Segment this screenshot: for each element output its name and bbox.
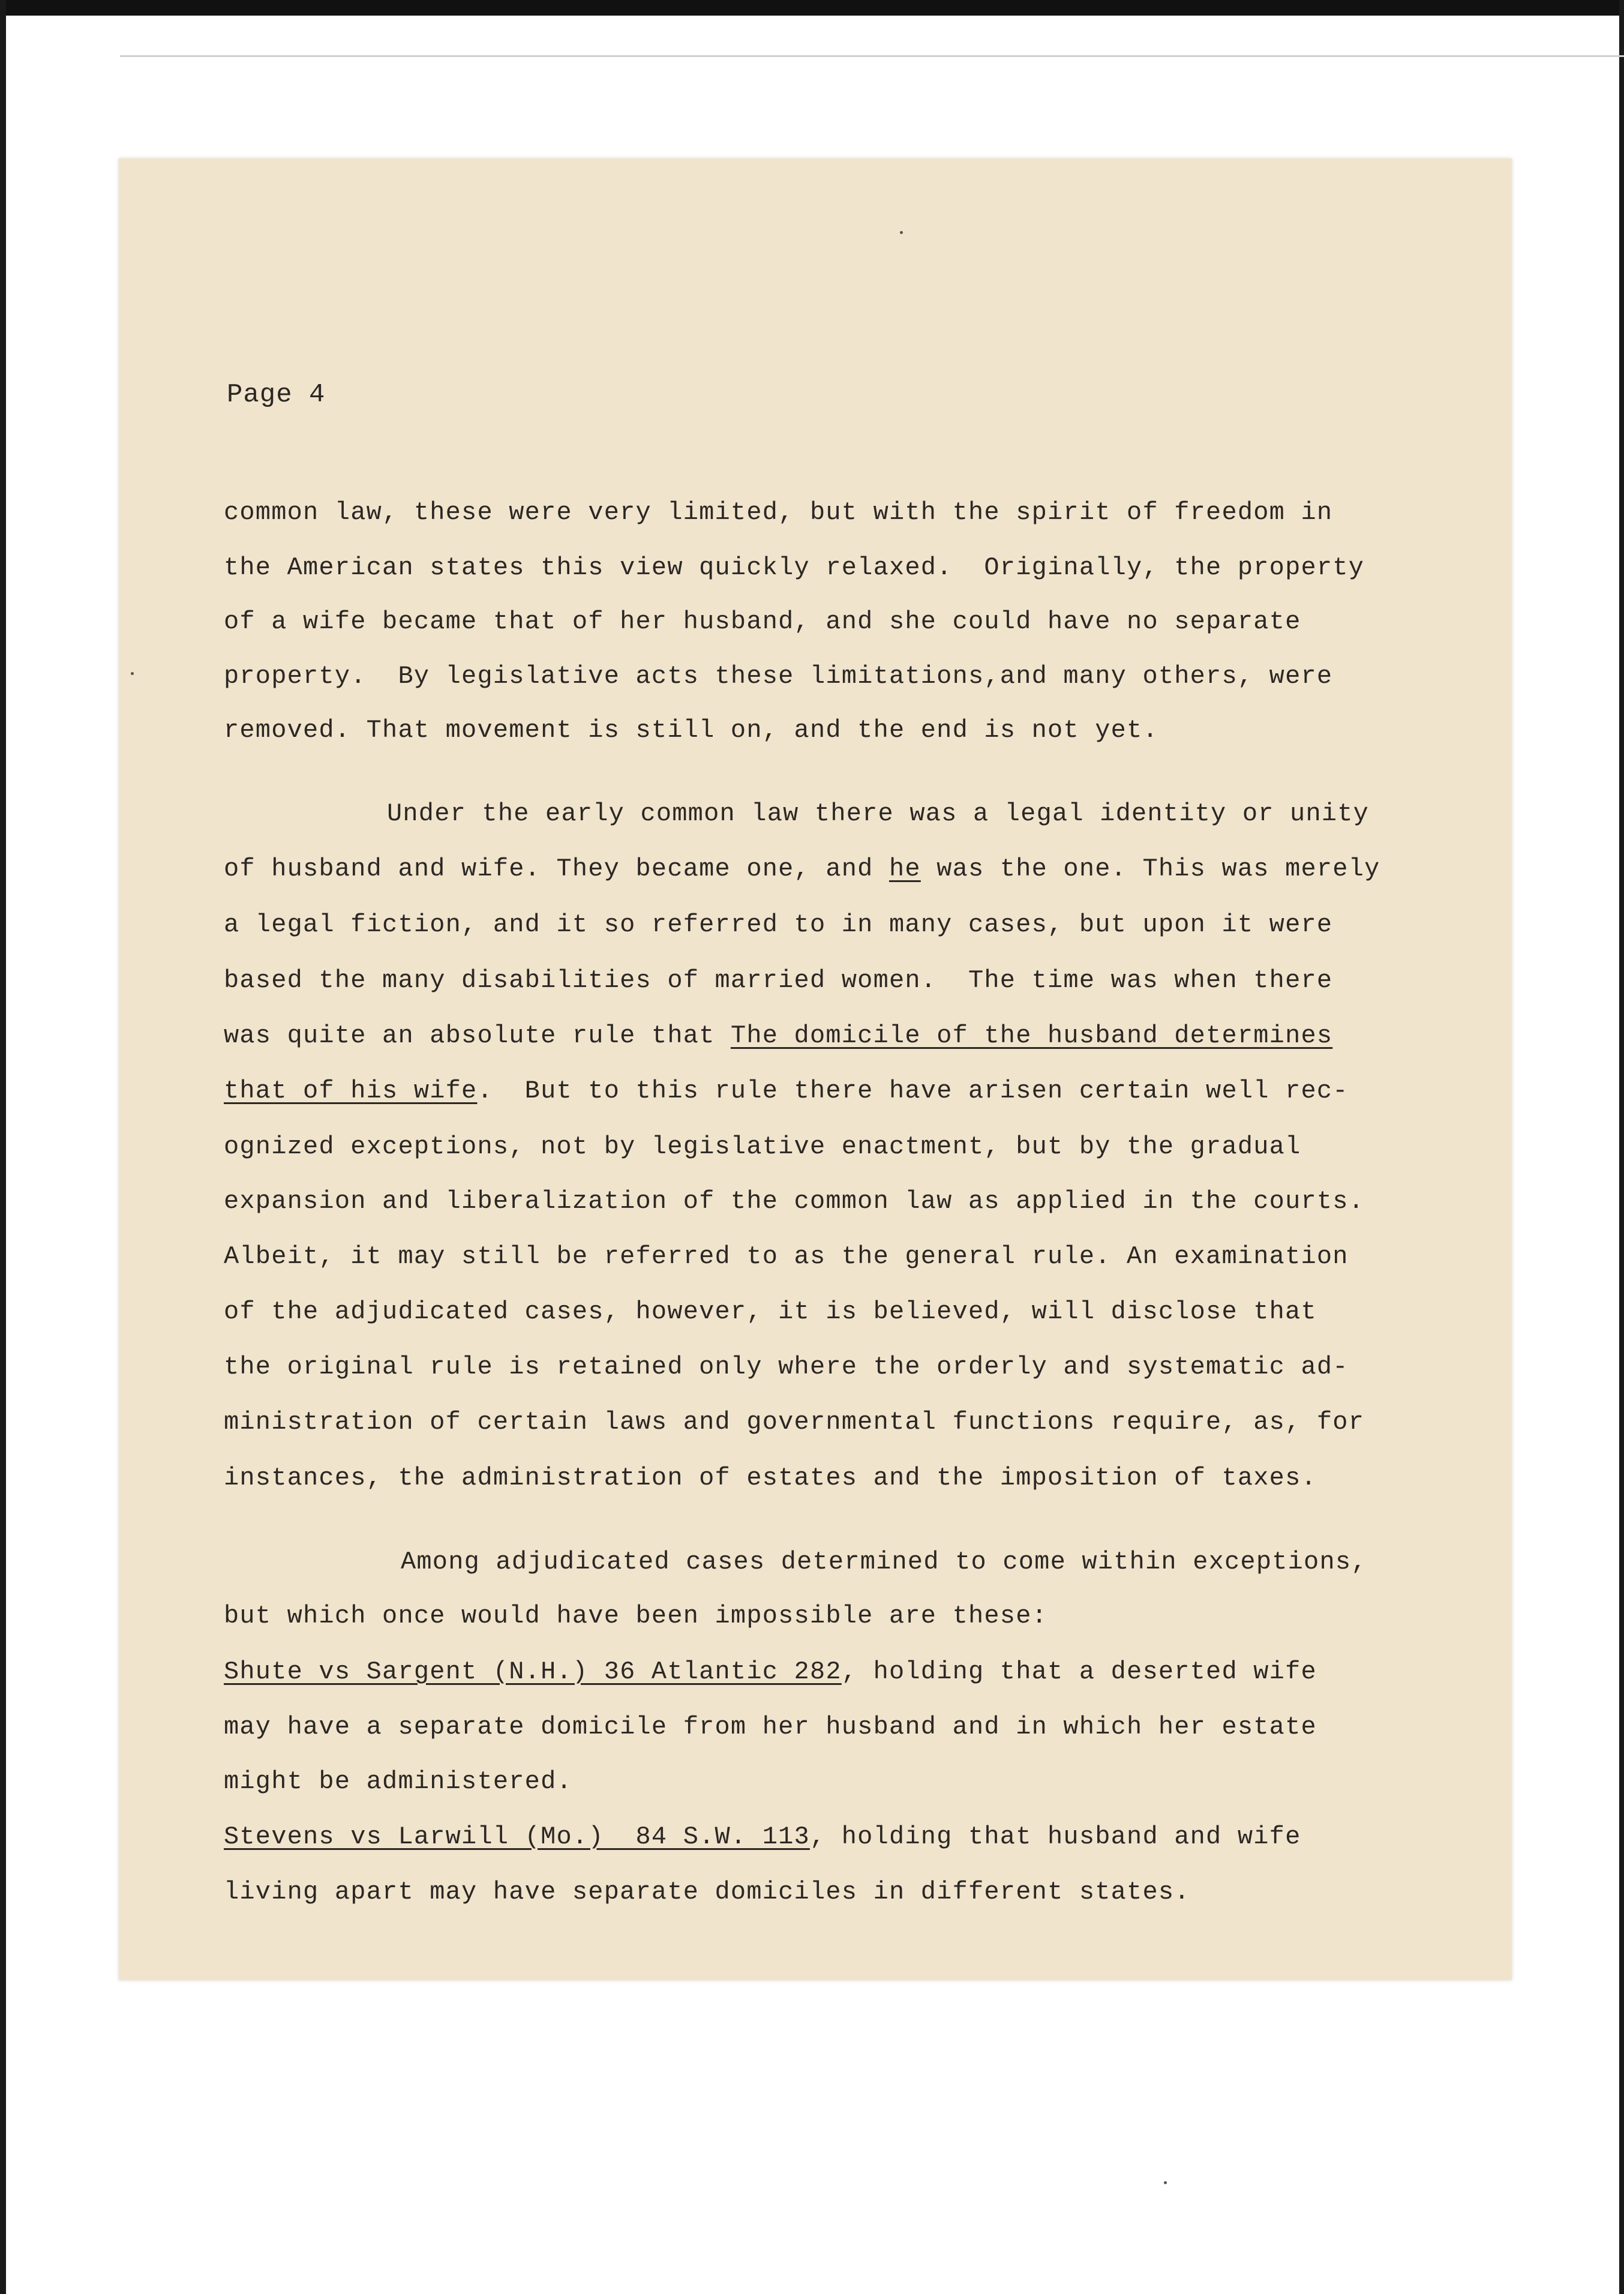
text-line: common law, these were very limited, but with the spirit of freedom in bbox=[224, 498, 1333, 527]
text-line bbox=[224, 1821, 1301, 1852]
scan-frame-right bbox=[1619, 0, 1624, 2294]
text-line: Albeit, it may still be referred to as the general rule. An examination bbox=[224, 1242, 1349, 1271]
scan-speck bbox=[131, 672, 134, 675]
text-line bbox=[224, 1075, 1349, 1106]
page-number: Page 4 bbox=[227, 380, 326, 410]
text-line: instances, the administration of estates and the imposition of taxes. bbox=[224, 1464, 1317, 1492]
scan-frame-left bbox=[0, 0, 6, 2294]
text-line: the American states this view quickly relaxed. Originally, the property bbox=[224, 553, 1365, 582]
text-line: of a wife became that of her husband, and she could have no separate bbox=[224, 607, 1301, 636]
text-line: of the adjudicated cases, however, it is believed, will disclose that bbox=[224, 1297, 1317, 1326]
scan-speck bbox=[900, 231, 903, 234]
text-line: removed. That movement is still on, and the end is not yet. bbox=[224, 716, 1158, 745]
text-segment: was the one. This was merely bbox=[920, 854, 1380, 883]
underlined-rule: The domicile of the husband determines bbox=[730, 1021, 1333, 1050]
typed-page bbox=[119, 158, 1512, 1980]
text-line: may have a separate domicile from her husband and in which her estate bbox=[224, 1713, 1317, 1741]
text-line: ministration of certain laws and governmental functions require, as, for bbox=[224, 1408, 1365, 1437]
text-segment: of husband and wife. They became one, and bbox=[224, 854, 889, 883]
text-line: might be administered. bbox=[224, 1767, 572, 1796]
text-segment: , holding that a deserted wife bbox=[841, 1657, 1317, 1686]
scan-speck bbox=[1164, 2181, 1167, 2184]
text-line: Under the early common law there was a legal identity or unity bbox=[387, 799, 1370, 828]
underlined-rule-cont: that of his wife bbox=[224, 1076, 478, 1105]
scan-backing-edge bbox=[120, 55, 1624, 57]
text-line bbox=[224, 1656, 1317, 1687]
text-segment: , holding that husband and wife bbox=[809, 1822, 1301, 1851]
text-segment: . But to this rule there have arisen certain well rec- bbox=[477, 1076, 1349, 1105]
text-segment: was quite an absolute rule that bbox=[224, 1021, 731, 1050]
text-line: expansion and liberalization of the common law as applied in the courts. bbox=[224, 1187, 1365, 1216]
text-line: but which once would have been impossible are these: bbox=[224, 1602, 1048, 1630]
text-line: the original rule is retained only where the orderly and systematic ad- bbox=[224, 1353, 1349, 1381]
text-line: based the many disabilities of married women. The time was when there bbox=[224, 966, 1333, 995]
case-citation: Shute vs Sargent (N.H.) 36 Atlantic 282 bbox=[224, 1657, 842, 1686]
case-citation: Stevens vs Larwill (Mo.) 84 S.W. 113 bbox=[224, 1822, 810, 1851]
text-line: Among adjudicated cases determined to come within exceptions, bbox=[401, 1548, 1367, 1576]
emphasis-he: he bbox=[888, 854, 921, 883]
scan-frame-top bbox=[0, 0, 1624, 16]
text-line: a legal fiction, and it so referred to in many cases, but upon it were bbox=[224, 910, 1333, 939]
text-line: ognized exceptions, not by legislative enactment, but by the gradual bbox=[224, 1132, 1301, 1161]
text-line: living apart may have separate domiciles in different states. bbox=[224, 1878, 1190, 1906]
text-line: property. By legislative acts these limitations,and many others, were bbox=[224, 662, 1333, 691]
text-line bbox=[224, 1020, 1332, 1051]
text-line bbox=[224, 853, 1380, 884]
